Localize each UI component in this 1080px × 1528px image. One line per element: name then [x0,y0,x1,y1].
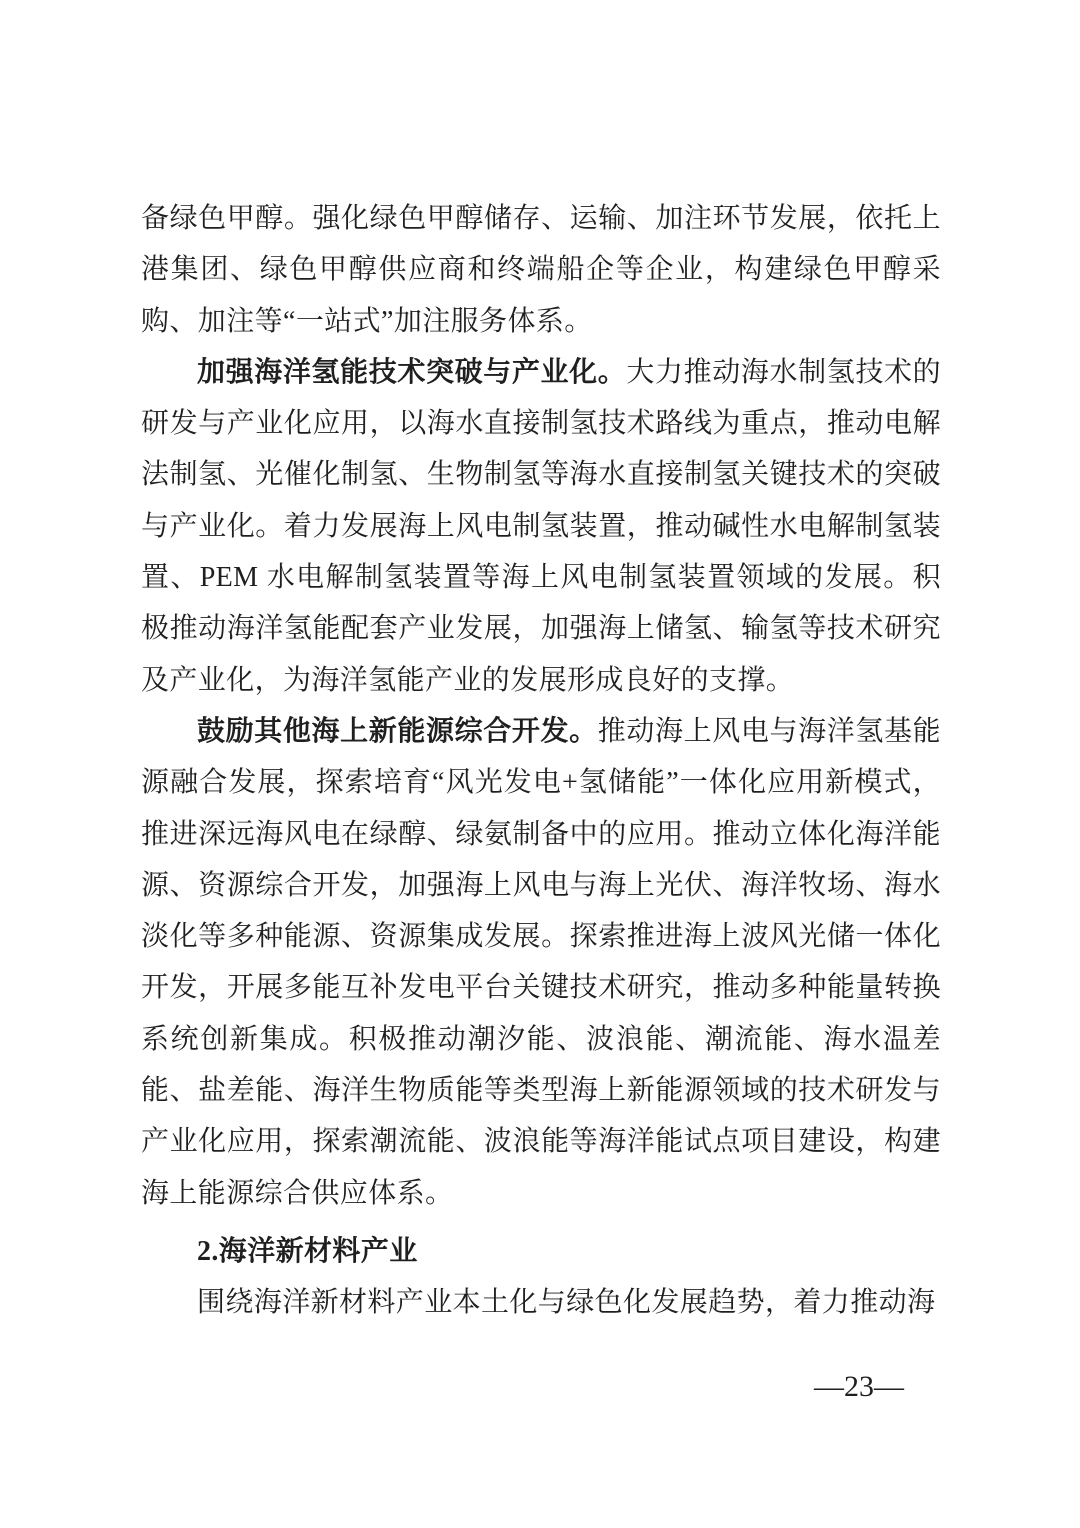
paragraph-text: 围绕海洋新材料产业本土化与绿色化发展趋势，着力推动海 [197,1287,936,1319]
page-number: —23— [814,1370,904,1403]
paragraph-green-methanol [141,193,941,347]
paragraph-text: 备绿色甲醇。强化绿色甲醇储存、运输、加注环节发展，依托上港集团、绿色甲醇供应商和终端船企等企业，构建绿色甲醇采购、加注等“一站式”加注服务体系。 [141,203,941,337]
paragraph-hydrogen-tech [141,347,941,706]
paragraph-new-materials-intro [141,1277,941,1328]
section-heading-marine-new-materials [141,1226,941,1277]
paragraph-offshore-new-energy [141,706,941,1219]
paragraph-lead-bold: 加强海洋氢能技术突破与产业化。 [197,356,627,388]
paragraph-text: 推动海上风电与海洋氢基能源融合发展，探索培育“风光发电+氢储能”一体化应用新模式，推进深远海风电在绿醇、绿氨制备中的应用。推动立体化海洋能源、资源综合开发，加强海上风电与海上光伏、海洋牧场、海水淡化等多种能源、资源集成发展。探索推进海上波风光储一体化开发，开展多能互补发电平台关键技术研究，推动多种能量转换系统创新集成。积极推动潮汐能、波浪能、潮流能、海水温差能、盐差能、海洋生物质能等类型海上新能源领域的技术研发与产业化应用，探索潮流能、波浪能等海洋能试点项目建设，构建海上能源综合供应体系。 [141,715,941,1209]
paragraph-lead-bold: 鼓励其他海上新能源综合开发。 [197,715,598,747]
paragraph-text: 大力推动海水制氢技术的研发与产业化应用，以海水直接制氢技术路线为重点，推动电解法制氢、光催化制氢、生物制氢等海水直接制氢关键技术的突破与产业化。着力发展海上风电制氢装置，推动碱性水电解制氢装置、PEM 水电解制氢装置等海上风电制氢装置领域的发展。积极推动海洋氢能配套产业发展，加强海上储氢、输氢等技术研究及产业化，为海洋氢能产业的发展形成良好的支撑。 [141,356,941,696]
section-heading-text: 2.海洋新材料产业 [197,1235,418,1267]
document-content [141,193,941,1329]
